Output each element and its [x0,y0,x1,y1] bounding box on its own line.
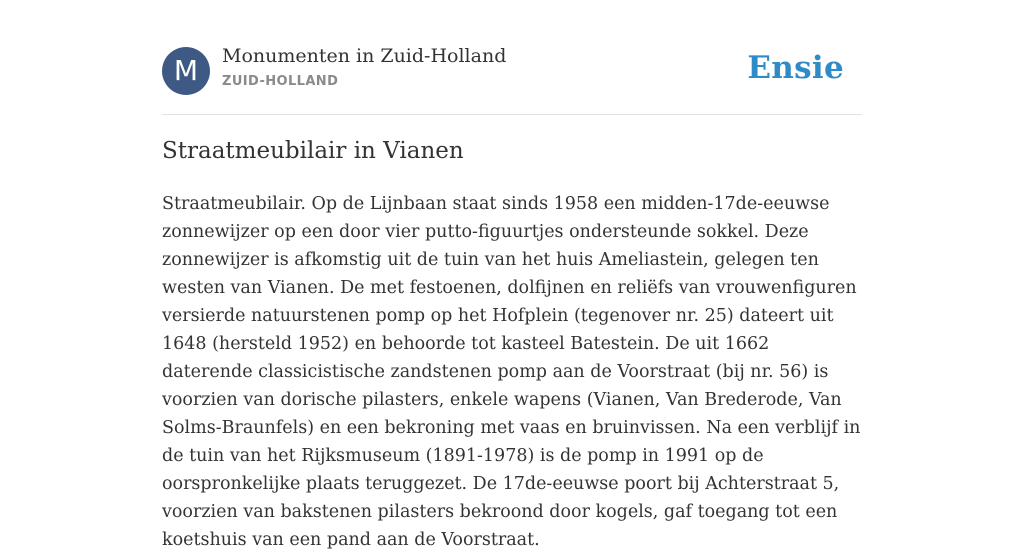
ensie-logo[interactable]: Ensie [747,50,844,86]
source-avatar[interactable]: M [162,47,210,95]
article-body: Straatmeubilair. Op de Lijnbaan staat sinds 1958 een midden-17de-eeuwse zonnewijzer op een door vier putto-figuurtjes ondersteunde sokkel. Deze zonnewijzer is afkomstig uit de tuin van het huis Ameliastein, gelegen ten westen van Vianen. De met festoenen, dolfijnen en reliëfs van vrouwenfiguren versierde natuurstenen pomp op het Hofplein (tegenover nr. 25) dateert uit 1648 (hersteld 1952) en behoorde tot kasteel Batestein. De uit 1662 daterende classicistische zandstenen pomp aan de Voorstraat (bij nr. 56) is voorzien van dorische pilasters, enkele wapens (Vianen, Van Brederode, Van Solms-Braunfels) en een bekroning met vaas en bruinvissen. Na een verblijf in de tuin van het Rijksmuseum (1891-1978) is de pomp in 1991 op de oorspronkelijke plaats teruggezet. De 17de-eeuwse poort bij Achterstraat 5, voorzien van bakstenen pilasters bekroond door kogels, gaf toegang tot een koetshuis van een pand aan de Voorstraat. [162,194,861,550]
source-title[interactable]: Monumenten in Zuid-Holland [222,45,507,67]
article-title: Straatmeubilair in Vianen [162,138,464,164]
source-subtitle[interactable]: ZUID-HOLLAND [222,74,339,89]
header [162,0,862,115]
page-container [162,0,862,550]
